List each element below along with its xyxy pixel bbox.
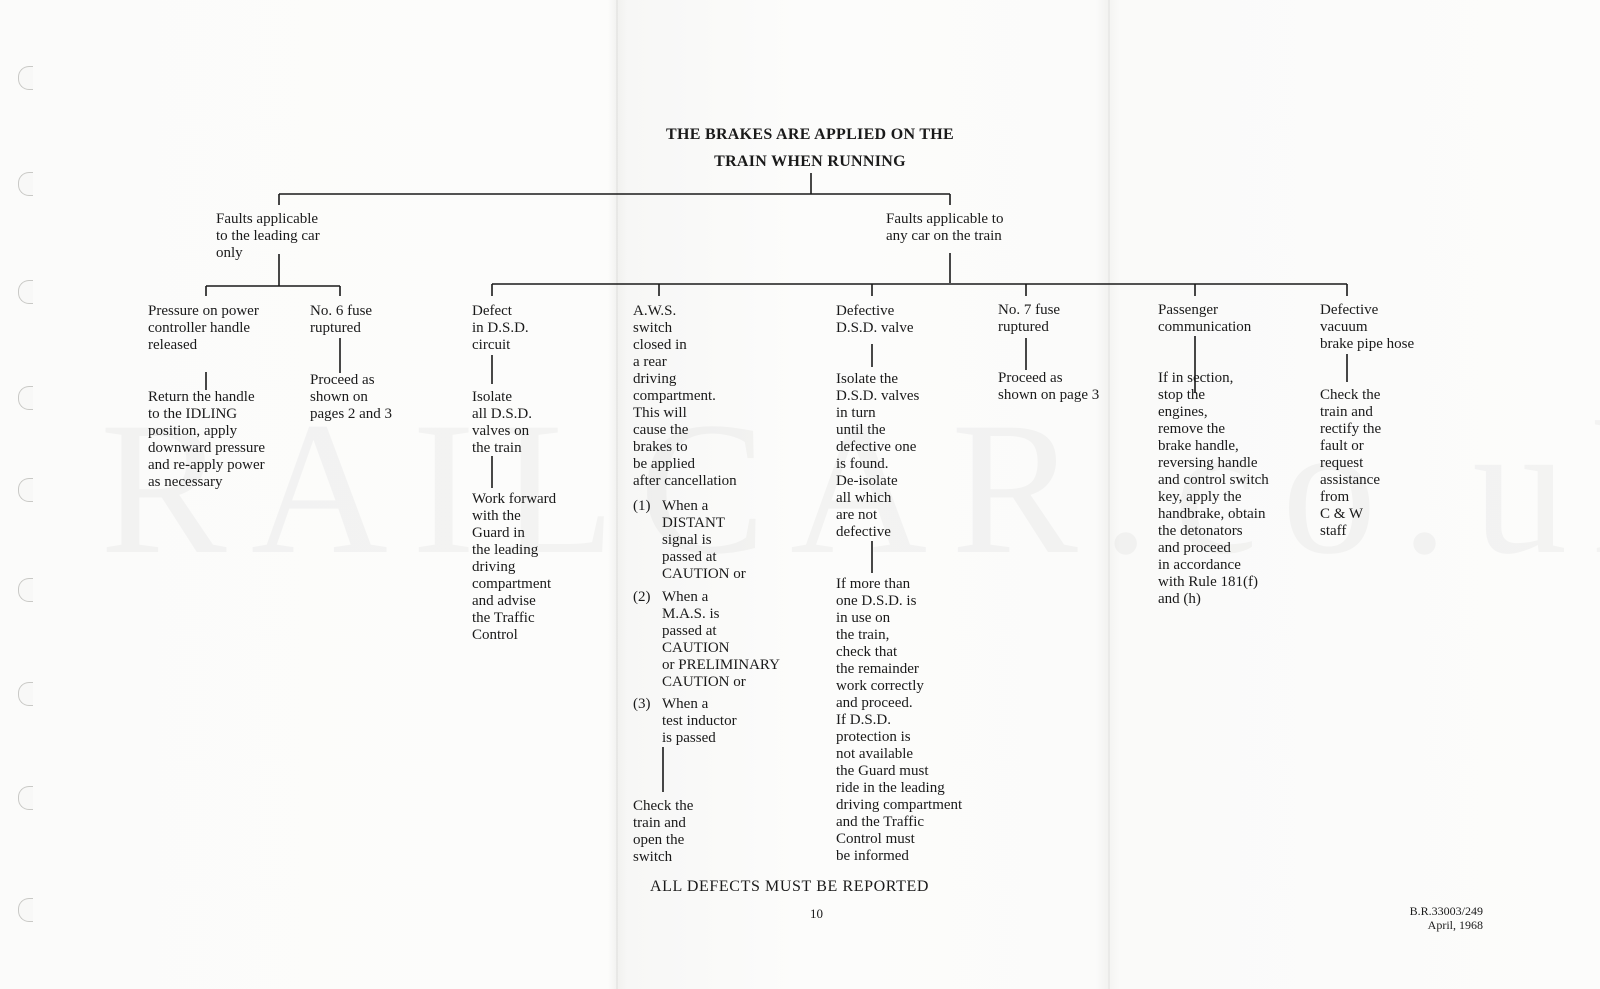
reference-code: B.R.33003/249 xyxy=(1409,904,1483,918)
condition-text: When a M.A.S. is passed at CAUTION or PRELIMINARY CAUTION or xyxy=(662,589,780,690)
fault-heading: Defect in D.S.D. circuit xyxy=(472,303,529,353)
reference-date: April, 1968 xyxy=(1427,918,1483,932)
condition-number: (3) xyxy=(633,696,651,712)
fault-action-followup: Work forward with the Guard in the leading driving compartment and advise the Traffic Control xyxy=(472,491,557,643)
fault-action: Proceed as shown on pages 2 and 3 xyxy=(310,372,393,422)
fault-heading: Passenger communication xyxy=(1158,302,1252,335)
condition-number: (1) xyxy=(633,498,651,514)
fault-heading: Defective D.S.D. valve xyxy=(836,303,914,336)
page-number: 10 xyxy=(810,906,823,921)
footer-note: ALL DEFECTS MUST BE REPORTED xyxy=(650,878,929,895)
branch-any-car: Faults applicable to any car on the train xyxy=(886,211,1004,244)
title-line: THE BRAKES ARE APPLIED ON THE xyxy=(665,126,955,143)
fault-action: Proceed as shown on page 3 xyxy=(998,370,1100,403)
fault-action: Check the train and open the switch xyxy=(633,798,694,865)
fault-action: Return the handle to the IDLING position, apply downward pressure and re-apply power as necessary xyxy=(148,389,266,490)
fault-action: If in section, stop the engines, remove the brake handle, reversing handle and control switch key, apply the handbrake, obtain the detonators and proceed in accordance with Rule 181(f) and (h) xyxy=(1158,370,1269,607)
fault-heading: Defective vacuum brake pipe hose xyxy=(1320,302,1415,352)
condition-text: When a test inductor is passed xyxy=(662,696,737,746)
condition-text: When a DISTANT signal is passed at CAUTION or xyxy=(662,498,746,582)
title-line: TRAIN WHEN RUNNING xyxy=(714,153,906,170)
fault-action: Check the train and rectify the fault or request assistance from C & W staff xyxy=(1320,387,1382,539)
fault-action-followup: If more than one D.S.D. is in use on the train, check that the remainder work correctly and proceed. If D.S.D. protection is not available the Guard must ride in the leading driving compartment and the Traffic Control must be informed xyxy=(836,576,963,864)
fault-action: Isolate all D.S.D. valves on the train xyxy=(472,389,532,456)
chart-title xyxy=(620,121,1000,175)
fault-heading: A.W.S. switch closed in a rear driving compartment. This will cause the brakes to be applied after cancellation xyxy=(633,303,737,489)
branch-leading-car: Faults applicable to the leading car only xyxy=(216,211,320,261)
fault-heading: No. 6 fuse ruptured xyxy=(310,303,373,336)
fault-action: Isolate the D.S.D. valves in turn until the defective one is found. De-isolate all which are not defective xyxy=(836,371,920,540)
fault-heading: Pressure on power controller handle released xyxy=(148,303,259,353)
condition-number: (2) xyxy=(633,589,651,605)
fault-heading: No. 7 fuse ruptured xyxy=(998,302,1061,335)
